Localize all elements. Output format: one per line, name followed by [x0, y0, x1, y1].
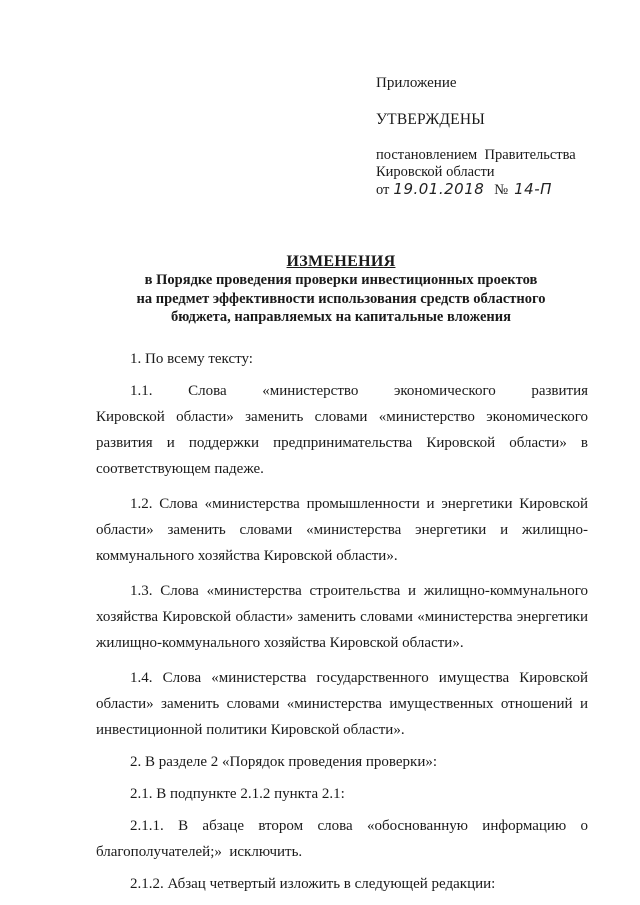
title-line-2: на предмет эффективности использования средств областного — [136, 290, 546, 307]
date-number-line — [376, 181, 616, 199]
paragraph-line: 1. По всему тексту: — [130, 351, 253, 367]
paragraph-1-2 — [96, 491, 588, 569]
paragraph-line: инвестиционной политики Кировской области». — [96, 722, 405, 738]
decree-line-1: постановлением Правительства — [376, 147, 576, 163]
paragraph-line: области» заменить словами «министерства энергетики и жилищно- — [96, 522, 588, 538]
paragraph-line: соответствующем падеже. — [96, 461, 264, 477]
paragraph-2 — [96, 749, 588, 775]
handwritten-number: 14-П — [514, 180, 552, 198]
appendix-label: Приложение — [376, 75, 457, 91]
paragraph-1-4 — [96, 665, 588, 743]
paragraph-1-1 — [96, 378, 588, 482]
handwritten-date: 19.01.2018 — [393, 180, 485, 198]
document-title-block — [96, 252, 586, 327]
paragraph-line: развития и поддержки предпринимательства Кировской области» в — [96, 435, 588, 451]
paragraph-line: 2.1.2. Абзац четвертый изложить в следующей редакции: — [130, 876, 496, 892]
paragraph-2-1-1 — [96, 813, 588, 865]
paragraph-line: 1.1. Слова «министерство экономического развития — [130, 383, 588, 399]
title-line-3: бюджета, направляемых на капитальные вложения — [171, 309, 511, 325]
paragraph-line: хозяйства Кировской области» заменить словами «министерства энергетики — [96, 609, 588, 625]
date-prefix: от — [376, 182, 390, 198]
decree-line-2: Кировской области — [376, 164, 495, 180]
paragraph-1 — [96, 346, 588, 372]
paragraph-line: области» заменить словами «министерства имущественных отношений и — [96, 696, 588, 712]
document-heading: ИЗМЕНЕНИЯ — [286, 253, 396, 270]
paragraph-line: жилищно-коммунального хозяйства Кировской области». — [96, 635, 464, 651]
paragraph-2-1 — [96, 781, 588, 807]
paragraph-2-1-2 — [96, 871, 588, 897]
paragraph-line: 1.2. Слова «министерства промышленности и энергетики Кировской — [130, 496, 588, 512]
paragraph-line: коммунального хозяйства Кировской области». — [96, 548, 398, 564]
approval-block — [376, 74, 616, 199]
paragraph-line: 1.4. Слова «министерства государственного имущества Кировской — [130, 670, 588, 686]
paragraph-line: 2. В разделе 2 «Порядок проведения проверки»: — [130, 754, 438, 770]
document-body — [96, 346, 588, 897]
paragraph-line: благополучателей;» исключить. — [96, 844, 303, 860]
title-line-1: в Порядке проведения проверки инвестиционных проектов — [144, 272, 538, 288]
paragraph-line: 2.1. В подпункте 2.1.2 пункта 2.1: — [130, 786, 345, 802]
paragraph-line: Кировской области» заменить словами «министерство экономического — [96, 409, 588, 425]
approved-label: УТВЕРЖДЕНЫ — [376, 111, 485, 128]
paragraph-line: 1.3. Слова «министерства строительства и жилищно-коммунального — [130, 583, 588, 599]
number-sign: № — [494, 182, 509, 198]
paragraph-line: 2.1.1. В абзаце втором слова «обоснованную информацию о — [130, 818, 588, 834]
paragraph-1-3 — [96, 578, 588, 656]
